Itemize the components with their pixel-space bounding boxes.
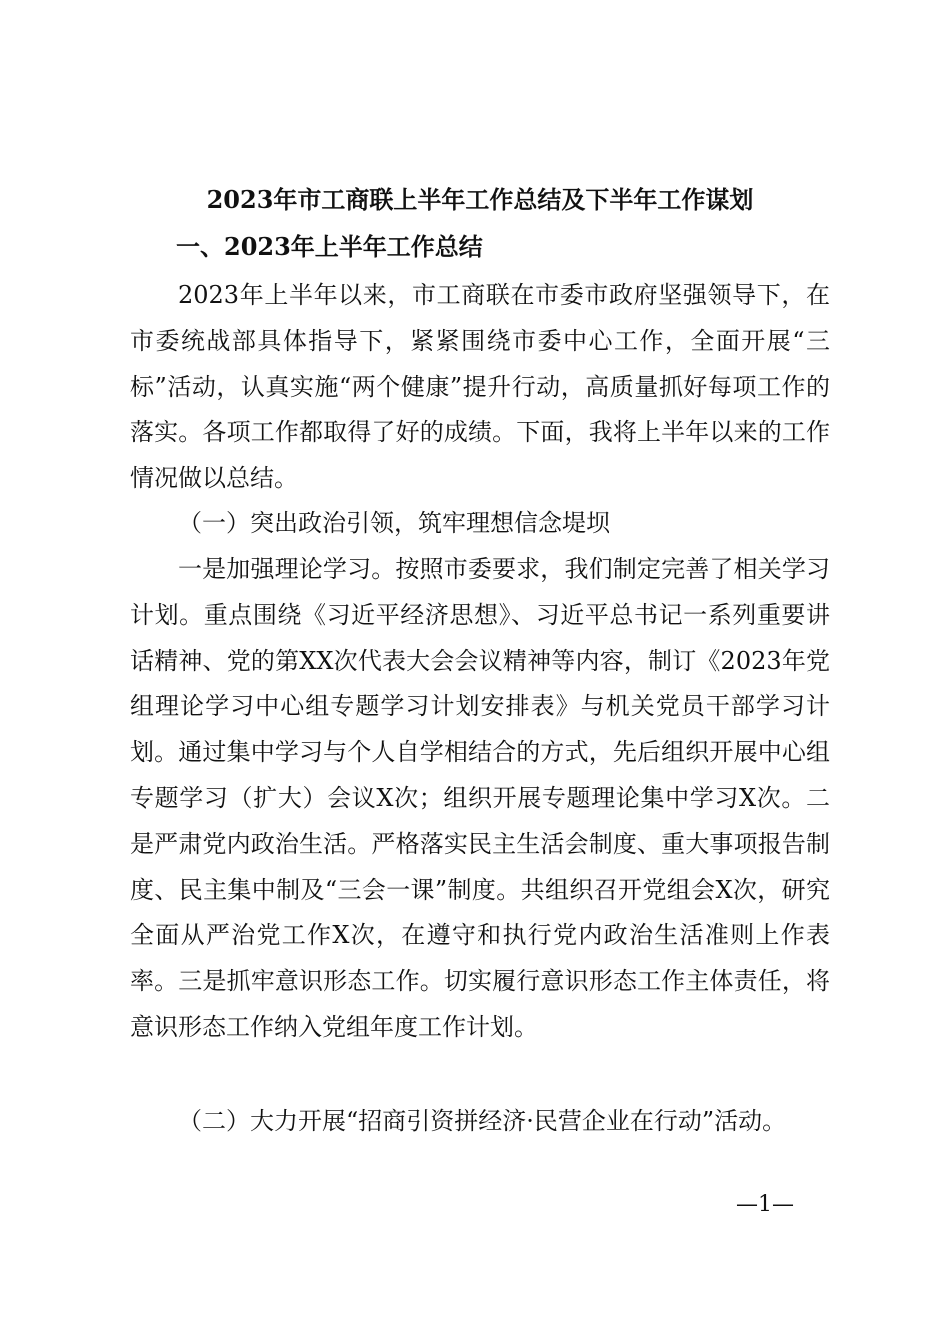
subsection-heading-1: （一）突出政治引领，筑牢理想信念堤坝: [178, 509, 610, 537]
document-title: 2023年市工商联上半年工作总结及下半年工作谋划: [206, 185, 754, 214]
intro-paragraph: 2023年上半年以来，市工商联在市委市政府坚强领导下，在市委统战部具体指导下，紧紧围绕市委中心工作，全面开展“三标”活动，认真实施“两个健康”提升行动，高质量抓好每项工作的落实。各项工作都取得了好的成绩。下面，我将上半年以来的工作情况做以总结。: [130, 281, 830, 493]
subsection-1-paragraph: 一是加强理论学习。按照市委要求，我们制定完善了相关学习计划。重点围绕《习近平经济思想》、习近平总书记一系列重要讲话精神、党的第XX次代表大会会议精神等内容，制订《2023年党组理论学习中心组专题学习计划安排表》与机关党员干部学习计划。通过集中学习与个人自学相结合的方式，先后组织开展中心组专题学习（扩大）会议X次；组织开展专题理论集中学习X次。二是严肃党内政治生活。严格落实民主生活会制度、重大事项报告制度、民主集中制及“三会一课”制度。共组织召开党组会X次，研究全面从严治党工作X次，在遵守和执行党内政治生活准则上作表率。三是抓牢意识形态工作。切实履行意识形态工作主体责任，将意识形态工作纳入党组年度工作计划。: [130, 555, 830, 1041]
subsection-heading-2: （二）大力开展“招商引资拼经济·民营企业在行动”活动。: [178, 1107, 787, 1135]
page-number: —1—: [736, 1192, 794, 1217]
section-heading: 一、2023年上半年工作总结: [176, 232, 483, 261]
